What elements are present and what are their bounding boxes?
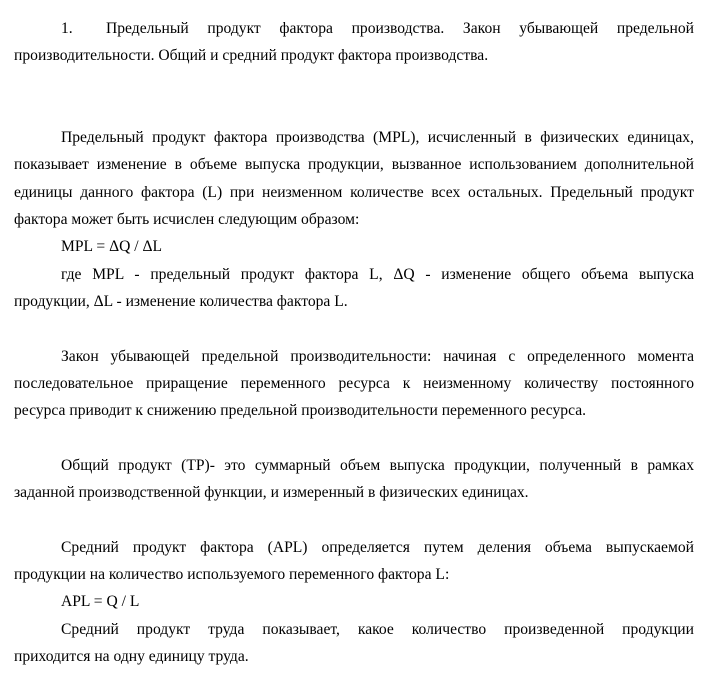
law-paragraph-line-1: Закон убывающей предельной производительности: начиная с определенного момента	[61, 347, 694, 365]
law-paragraph-line-3: ресурса приводит к снижению предельной производительности переменного ресурса.	[14, 402, 587, 420]
apl-paragraph-line-2: продукции на количество используемого переменного фактора L:	[14, 565, 450, 583]
mpl-paragraph-line-4: фактора может быть исчислен следующим образом:	[14, 211, 360, 229]
heading-line-2: производительности. Общий и средний продукт фактора производства.	[14, 47, 489, 65]
heading-line-1	[14, 15, 694, 42]
tp-paragraph-line-1: Общий продукт (TP)- это суммарный объем выпуска продукции, полученный в рамках	[61, 456, 694, 474]
spacer	[14, 70, 694, 97]
spacer	[14, 315, 694, 342]
labor-paragraph-line-2: приходится на одну единицу труда.	[14, 647, 249, 665]
heading-number: 1.	[61, 20, 73, 37]
spacer	[14, 506, 694, 533]
heading-title-part-1: Предельный продукт фактора производства. Закон убывающей предельной	[106, 20, 694, 37]
labor-paragraph-line-1: Средний продукт труда показывает, какое количество произведенной продукции	[61, 620, 694, 638]
apl-formula: APL = Q / L	[61, 593, 140, 611]
apl-paragraph-line-1: Средний продукт фактора (APL) определяется путем деления объема выпускаемой	[61, 538, 694, 556]
law-paragraph-line-2: последовательное приращение переменного ресурса к неизменному количеству постоянного	[14, 374, 694, 392]
tp-paragraph-line-2: заданной производственной функции, и измеренный в физических единицах.	[14, 484, 529, 502]
mpl-paragraph-line-3: единицы данного фактора (L) при неизменном количестве всех остальных. Предельный продукт	[14, 183, 694, 201]
spacer	[14, 424, 694, 451]
document-page	[14, 15, 694, 670]
mpl-paragraph-line-1: Предельный продукт фактора производства (MPL), исчисленный в физических единицах,	[61, 129, 694, 147]
mpl-formula: MPL = ΔQ / ΔL	[61, 238, 163, 256]
mpl-explanation-line-2: продукции, ΔL - изменение количества фактора L.	[14, 292, 348, 310]
spacer	[14, 97, 694, 124]
mpl-paragraph-line-2: показывает изменение в объеме выпуска продукции, вызванное использованием дополнительной	[14, 156, 694, 174]
mpl-explanation-line-1: где MPL - предельный продукт фактора L, ΔQ - изменение общего объема выпуска	[61, 265, 694, 283]
